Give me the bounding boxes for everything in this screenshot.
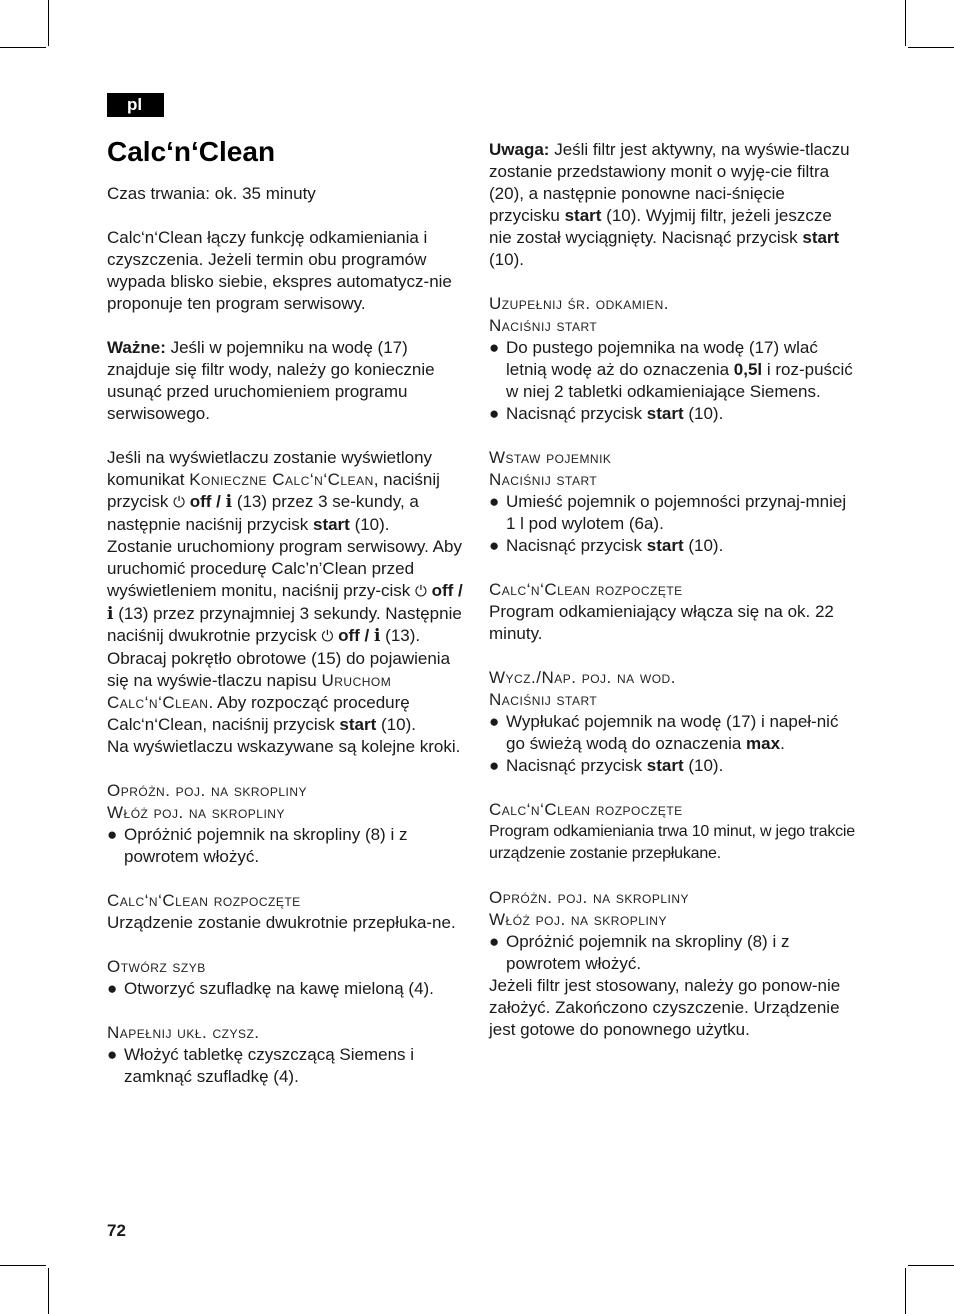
intro-paragraph: Calc‘n‘Clean łączy funkcję odkamieniania i czyszczenia. Jeżeli termin obu programów wypada blisko siebie, ekspres automatycz-nie proponuje ten program serwisowy.: [107, 228, 452, 313]
crop-mark: [905, 0, 906, 46]
duration-text: Czas trwania: ok. 35 minuty: [107, 184, 316, 203]
info-icon: i: [225, 492, 233, 512]
step-heading: Calc‘n‘Clean rozpoczęte: [107, 891, 301, 910]
crop-mark: [0, 47, 46, 48]
info-icon: i: [107, 604, 114, 624]
left-column: [107, 183, 467, 1088]
right-column: [489, 139, 857, 1041]
step-text: Program odkamieniania trwa 10 minut, w jego trakcie urządzenie zostanie przepłukane.: [489, 823, 855, 862]
display-instruction: Jeśli na wyświetlaczu zostanie wyświetlony komunikat Konieczne Calc‘n‘Clean, naciśnij przycisk ⏻ off / i (13) przez 3 se-kundy, a następnie naciśnij przycisk start (10).: [107, 448, 440, 534]
note-paragraph: Uwaga: Jeśli filtr jest aktywny, na wyświe-tlaczu zostanie przedstawiony monit o wyję-cie filtra (20), a następnie ponowne naci-śnięcie przycisku start (10). Wyjmij filtr, jeżeli jeszcze nie został wyciągnięty. Nacisnąć przycisk start (10).: [489, 140, 850, 269]
power-icon: ⏻: [321, 628, 334, 645]
info-icon: i: [373, 626, 381, 646]
bullet-icon: ●: [489, 756, 500, 775]
list-item: ● Otworzyć szufladkę na kawę mieloną (4).: [107, 979, 434, 998]
power-icon: ⏻: [173, 494, 185, 511]
display-message: Konieczne Calc‘n‘Clean: [189, 470, 374, 489]
step-text: Program odkamieniający włącza się na ok. 22 minuty.: [489, 602, 834, 643]
list-item: ● Umieść pojemnik o pojemności przynaj-mniej 1 l pod wylotem (6a).: [489, 492, 847, 533]
closing-paragraph: Jeżeli filtr jest stosowany, należy go ponow-nie założyć. Zakończono czyszczenie. Urządzenie jest gotowe do ponownego użytku.: [489, 976, 841, 1039]
power-icon: ⏻: [414, 583, 427, 600]
crop-mark: [48, 0, 49, 46]
bullet-icon: ●: [107, 825, 118, 844]
step-heading: Opróżn. poj. na skropliny Włóż poj. na skropliny: [489, 888, 690, 929]
steps-info: Na wyświetlaczu wskazywane są kolejne kroki.: [107, 737, 461, 756]
step-heading: Wycz./Nap. poj. na wod. Naciśnij start: [489, 668, 676, 709]
list-item: ● Opróżnić pojemnik na skropliny (8) i z powrotem włożyć.: [107, 825, 408, 866]
step-heading: Otwórz szyb: [107, 957, 206, 976]
step-heading: Calc‘n‘Clean rozpoczęte: [489, 800, 683, 819]
list-item: ● Nacisnąć przycisk start (10).: [489, 404, 724, 423]
important-label: Ważne:: [107, 338, 166, 357]
service-program-paragraph: Zostanie uruchomiony program serwisowy. Aby uruchomić procedurę Calc’n’Clean przed wyświetleniem monitu, naciśnij przy-cisk ⏻ off / i (13) przez przynajmniej 3 sekundy. Następnie naciśnij dwukrotnie przycisk ⏻ off / i (13). Obracaj pokrętło obrotowe (15) do pojawienia się na wyświe-tlaczu napisu Uruchom Calc‘n‘Clean. Aby rozpocząć procedurę Calc‘n‘Clean, naciśnij przycisk start (10).: [107, 537, 463, 734]
bullet-icon: ●: [489, 404, 500, 423]
list-item: ● Włożyć tabletkę czyszczącą Siemens i zamknąć szufladkę (4).: [107, 1045, 415, 1086]
step-text: Urządzenie zostanie dwukrotnie przepłuka-ne.: [107, 913, 456, 932]
bullet-icon: ●: [489, 338, 500, 357]
display-message: Uruchom Calc‘n‘Clean: [107, 671, 392, 712]
language-tab: pl: [107, 93, 164, 117]
bullet-icon: ●: [107, 1045, 118, 1064]
crop-mark: [908, 47, 954, 48]
list-item: ● Wypłukać pojemnik na wodę (17) i napeł-nić go świeżą wodą do oznaczenia max.: [489, 712, 839, 753]
crop-mark: [0, 1265, 46, 1266]
crop-mark: [908, 1265, 954, 1266]
step-heading: Wstaw pojemnik Naciśnij start: [489, 448, 612, 489]
step-heading: Opróżn. poj. na skropliny Włóż poj. na skropliny: [107, 781, 308, 822]
page-title: Calc‘n‘Clean: [107, 136, 276, 167]
bullet-icon: ●: [489, 492, 500, 511]
bullet-icon: ●: [489, 932, 500, 951]
crop-mark: [48, 1268, 49, 1314]
list-item: ● Nacisnąć przycisk start (10).: [489, 756, 724, 775]
bullet-icon: ●: [107, 979, 118, 998]
crop-mark: [905, 1268, 906, 1314]
list-item: ● Nacisnąć przycisk start (10).: [489, 536, 724, 555]
note-label: Uwaga:: [489, 140, 550, 159]
important-paragraph: Ważne: Jeśli w pojemniku na wodę (17) znajduje się filtr wody, należy go koniecznie usunąć przed uruchomieniem programu serwisowego.: [107, 338, 435, 423]
bullet-icon: ●: [489, 712, 500, 731]
step-heading: Napełnij ukł. czysz.: [107, 1023, 260, 1042]
step-heading: Calc‘n‘Clean rozpoczęte: [489, 580, 683, 599]
list-item: ● Opróżnić pojemnik na skropliny (8) i z powrotem włożyć.: [489, 932, 790, 973]
list-item: ● Do pustego pojemnika na wodę (17) wlać letnią wodę aż do oznaczenia 0,5l i roz-puścić w niej 2 tabletki odkamieniające Siemens.: [489, 338, 853, 401]
step-heading: Uzupełnij śr. odkamien. Naciśnij start: [489, 294, 670, 335]
page-number: 72: [107, 1221, 126, 1240]
bullet-icon: ●: [489, 536, 500, 555]
